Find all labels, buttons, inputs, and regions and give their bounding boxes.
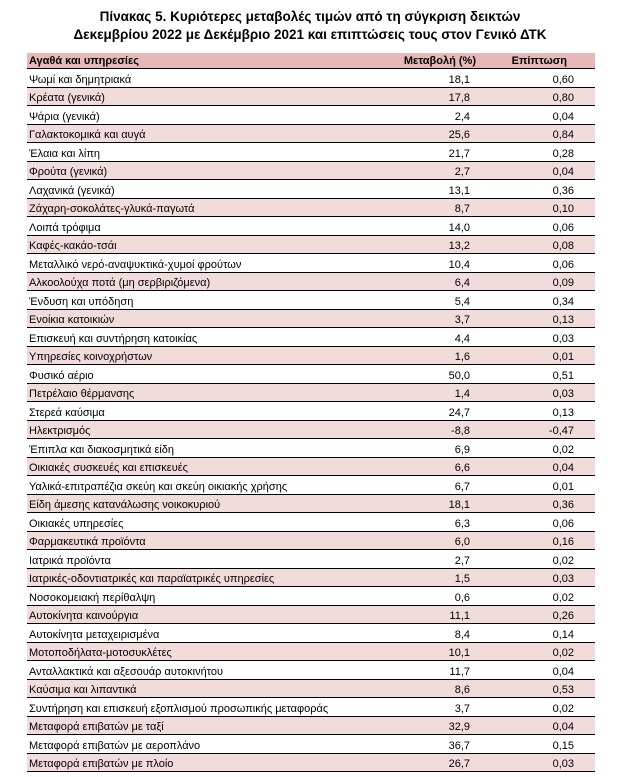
cell-goods-services: Οικιακές συσκευές και επισκευές: [29, 462, 188, 474]
table-row: [27, 532, 595, 551]
cell-change-percent: 6,4: [454, 277, 470, 289]
cell-impact: 0,36: [552, 499, 574, 511]
cell-impact: 0,13: [552, 314, 574, 326]
cell-impact: 0,03: [552, 388, 574, 400]
table-row: [27, 476, 595, 495]
cell-impact: 0,53: [552, 684, 574, 696]
cell-change-percent: 10,1: [448, 647, 470, 659]
table-row: [27, 661, 595, 680]
cell-goods-services: Ανταλλακτικά και αξεσουάρ αυτοκινήτου: [29, 665, 224, 678]
cell-goods-services: Υπηρεσίες κοινοχρήστων: [29, 351, 153, 363]
cell-change-percent: 25,6: [448, 129, 470, 141]
cell-change-percent: 13,1: [448, 184, 470, 197]
cell-goods-services: Μεταφορά επιβατών με αεροπλάνο: [29, 739, 201, 752]
cell-change-percent: 6,9: [454, 443, 470, 456]
cell-impact: 0,03: [552, 758, 574, 770]
cell-change-percent: 11,1: [449, 610, 470, 622]
cell-impact: 0,60: [552, 73, 574, 86]
cell-impact: 0,06: [552, 221, 574, 234]
table-body: [27, 69, 595, 772]
cell-goods-services: Έπιπλα και διακοσμητικά είδη: [29, 443, 175, 456]
cell-change-percent: 21,7: [448, 147, 470, 160]
cell-impact: 0,04: [552, 462, 574, 474]
table-row: [27, 643, 595, 662]
cell-goods-services: Επισκευή και συντήρηση κατοικίας: [29, 332, 198, 345]
cell-goods-services: Ηλεκτρισμός: [29, 425, 91, 437]
cell-impact: 0,08: [552, 240, 574, 252]
cell-change-percent: 6,3: [454, 517, 470, 530]
table-row: [27, 143, 595, 162]
table-row: [27, 347, 595, 366]
table-row: [27, 88, 595, 107]
table-row: [27, 421, 595, 440]
cell-impact: 0,02: [552, 554, 574, 567]
cell-change-percent: 17,8: [448, 92, 470, 104]
table-row: [27, 69, 595, 88]
table-row: [27, 384, 595, 403]
cell-change-percent: 1,5: [454, 573, 470, 585]
cell-impact: 0,36: [552, 184, 574, 197]
table-row: [27, 550, 595, 569]
cell-goods-services: Είδη άμεσης κατανάλωσης νοικοκυριού: [29, 499, 221, 511]
cell-goods-services: Ένδυση και υπόδηση: [29, 295, 134, 308]
cell-goods-services: Στερεά καύσιμα: [29, 406, 105, 419]
cell-goods-services: Καύσιμα και λιπαντικά: [29, 684, 137, 696]
cell-goods-services: Φαρμακευτικά προϊόντα: [29, 536, 146, 548]
cell-change-percent: 6,0: [454, 536, 470, 548]
cell-goods-services: Ψάρια (γενικά): [29, 110, 100, 123]
cell-impact: 0,04: [552, 665, 574, 678]
table-row: [27, 365, 595, 384]
cell-impact: 0,04: [552, 166, 574, 178]
cell-goods-services: Πετρέλαιο θέρμανσης: [29, 388, 135, 400]
cell-change-percent: 2,7: [454, 166, 470, 178]
table-row: [27, 162, 595, 181]
table-row: [27, 624, 595, 643]
cell-change-percent: 10,4: [448, 258, 470, 271]
cell-impact: 0,02: [552, 591, 574, 604]
cell-change-percent: 1,6: [454, 351, 470, 363]
cell-impact: 0,06: [552, 258, 574, 271]
table-row: [27, 458, 595, 477]
table-row: [27, 754, 595, 773]
header-impact: Επίπτωση: [511, 55, 567, 67]
cell-change-percent: 13,2: [448, 240, 470, 252]
cell-change-percent: 18,1: [448, 499, 470, 511]
cell-goods-services: Μοτοποδήλατα-μοτοσυκλέτες: [29, 647, 172, 659]
cell-change-percent: -8,8: [451, 425, 470, 437]
table-row: [27, 310, 595, 329]
price-changes-table: [27, 53, 595, 772]
cell-change-percent: 0,6: [454, 591, 470, 604]
cell-goods-services: Φρούτα (γενικά): [29, 166, 108, 178]
cell-impact: 0,13: [552, 406, 574, 419]
cell-goods-services: Μεταλλικό νερό-αναψυκτικά-χυμοί φρούτων: [29, 258, 242, 271]
cell-impact: 0,84: [552, 129, 574, 141]
cell-goods-services: Συντήρηση και επισκευή εξοπλισμού προσωπικής μεταφοράς: [29, 702, 329, 715]
table-row: [27, 680, 595, 699]
table-row: [27, 291, 595, 310]
table-row: [27, 717, 595, 736]
cell-change-percent: 2,4: [454, 110, 470, 123]
cell-change-percent: 18,1: [448, 73, 470, 86]
cell-impact: 0,02: [552, 647, 574, 659]
cell-goods-services: Κρέατα (γενικά): [29, 92, 105, 104]
table-row: [27, 735, 595, 754]
cell-goods-services: Ψωμί και δημητριακά: [29, 73, 132, 86]
table-title-line-1: Πίνακας 5. Κυριότερες μεταβολές τιμών από τη σύγκριση δεικτών: [99, 9, 521, 24]
cell-impact: 0,01: [552, 351, 574, 363]
table-row: [27, 495, 595, 514]
cell-change-percent: 8,6: [454, 684, 470, 696]
cell-goods-services: Μεταφορά επιβατών με ταξί: [29, 721, 164, 733]
cell-goods-services: Υαλικά-επιτραπέζια σκεύη και σκεύη οικιακής χρήσης: [29, 480, 288, 493]
cell-impact: 0,04: [552, 721, 574, 733]
cell-impact: 0,15: [552, 739, 574, 752]
cell-impact: 0,10: [552, 203, 574, 215]
cell-impact: 0,14: [552, 628, 574, 641]
cell-goods-services: Ιατρικά προϊόντα: [29, 554, 111, 567]
cell-change-percent: 32,9: [448, 721, 470, 733]
cell-impact: 0,02: [552, 702, 574, 715]
table-row: [27, 587, 595, 606]
cell-change-percent: 36,7: [448, 739, 470, 752]
cell-change-percent: 8,7: [454, 203, 470, 215]
cell-goods-services: Μεταφορά επιβατών με πλοίο: [29, 758, 174, 770]
cell-goods-services: Λοιπά τρόφιμα: [29, 221, 101, 234]
table-row: [27, 328, 595, 347]
cell-goods-services: Νοσοκομειακή περίθαλψη: [29, 591, 156, 604]
cell-goods-services: Φυσικό αέριο: [29, 369, 94, 382]
table-row: [27, 217, 595, 236]
table-title-line-2: Δεκεμβρίου 2022 με Δεκέμβριο 2021 και επιπτώσεις τους στον Γενικό ΔΤΚ: [73, 27, 547, 42]
cell-goods-services: Λαχανικά (γενικά): [29, 184, 115, 197]
table-row: [27, 199, 595, 218]
cell-goods-services: Οικιακές υπηρεσίες: [29, 517, 124, 530]
cell-impact: 0,51: [552, 369, 574, 382]
cell-goods-services: Ιατρικές-οδοντιατρικές και παραϊατρικές υπηρεσίες: [29, 573, 275, 585]
cell-change-percent: 3,7: [454, 314, 470, 326]
cell-impact: 0,09: [552, 277, 574, 289]
table-row: [27, 125, 595, 144]
table-row: [27, 106, 595, 125]
cell-impact: 0,06: [552, 517, 574, 530]
table-title: [0, 8, 620, 44]
cell-goods-services: Γαλακτοκομικά και αυγά: [29, 129, 146, 141]
table-row: [27, 439, 595, 458]
table-row: [27, 606, 595, 625]
cell-impact: -0,47: [548, 425, 574, 437]
table-row: [27, 254, 595, 273]
table-row: [27, 236, 595, 255]
cell-change-percent: 8,4: [454, 628, 470, 641]
cell-impact: 0,03: [552, 332, 574, 345]
cell-change-percent: 50,0: [448, 369, 470, 382]
cell-change-percent: 26,7: [448, 758, 470, 770]
table-row: [27, 402, 595, 421]
table-row: [27, 698, 595, 717]
cell-change-percent: 1,4: [454, 388, 470, 400]
cell-change-percent: 3,7: [454, 702, 470, 715]
cell-change-percent: 24,7: [448, 406, 470, 419]
cell-impact: 0,26: [552, 610, 574, 622]
cell-change-percent: 4,4: [454, 332, 470, 345]
cell-impact: 0,01: [552, 480, 574, 493]
header-goods-services: Αγαθά και υπηρεσίες: [29, 55, 139, 67]
cell-goods-services: Ζάχαρη-σοκολάτες-γλυκά-παγωτά: [29, 203, 195, 215]
table-row: [27, 180, 595, 199]
cell-goods-services: Αλκοολούχα ποτά (μη σερβιριζόμενα): [29, 277, 211, 289]
cell-goods-services: Ενοίκια κατοικιών: [29, 314, 115, 326]
cell-change-percent: 6,6: [454, 462, 470, 474]
cell-change-percent: 5,4: [454, 295, 470, 308]
cell-goods-services: Έλαια και λίπη: [29, 147, 101, 160]
table-header-row: [27, 53, 595, 69]
cell-change-percent: 11,7: [449, 665, 470, 678]
cell-impact: 0,34: [552, 295, 574, 308]
table-row: [27, 569, 595, 588]
table-row: [27, 273, 595, 292]
cell-impact: 0,16: [552, 536, 574, 548]
cell-goods-services: Αυτοκίνητα μεταχειρισμένα: [29, 628, 160, 641]
cell-impact: 0,04: [552, 110, 574, 123]
table-row: [27, 513, 595, 532]
cell-impact: 0,80: [552, 92, 574, 104]
cell-goods-services: Καφές-κακάο-τσάι: [29, 240, 117, 252]
cell-impact: 0,02: [552, 443, 574, 456]
cell-goods-services: Αυτοκίνητα καινούργια: [29, 610, 139, 622]
cell-impact: 0,03: [552, 573, 574, 585]
cell-change-percent: 2,7: [454, 554, 470, 567]
header-change-percent: Μεταβολή (%): [403, 55, 476, 67]
cell-change-percent: 6,7: [454, 480, 470, 493]
cell-change-percent: 14,0: [448, 221, 470, 234]
cell-impact: 0,28: [552, 147, 574, 160]
